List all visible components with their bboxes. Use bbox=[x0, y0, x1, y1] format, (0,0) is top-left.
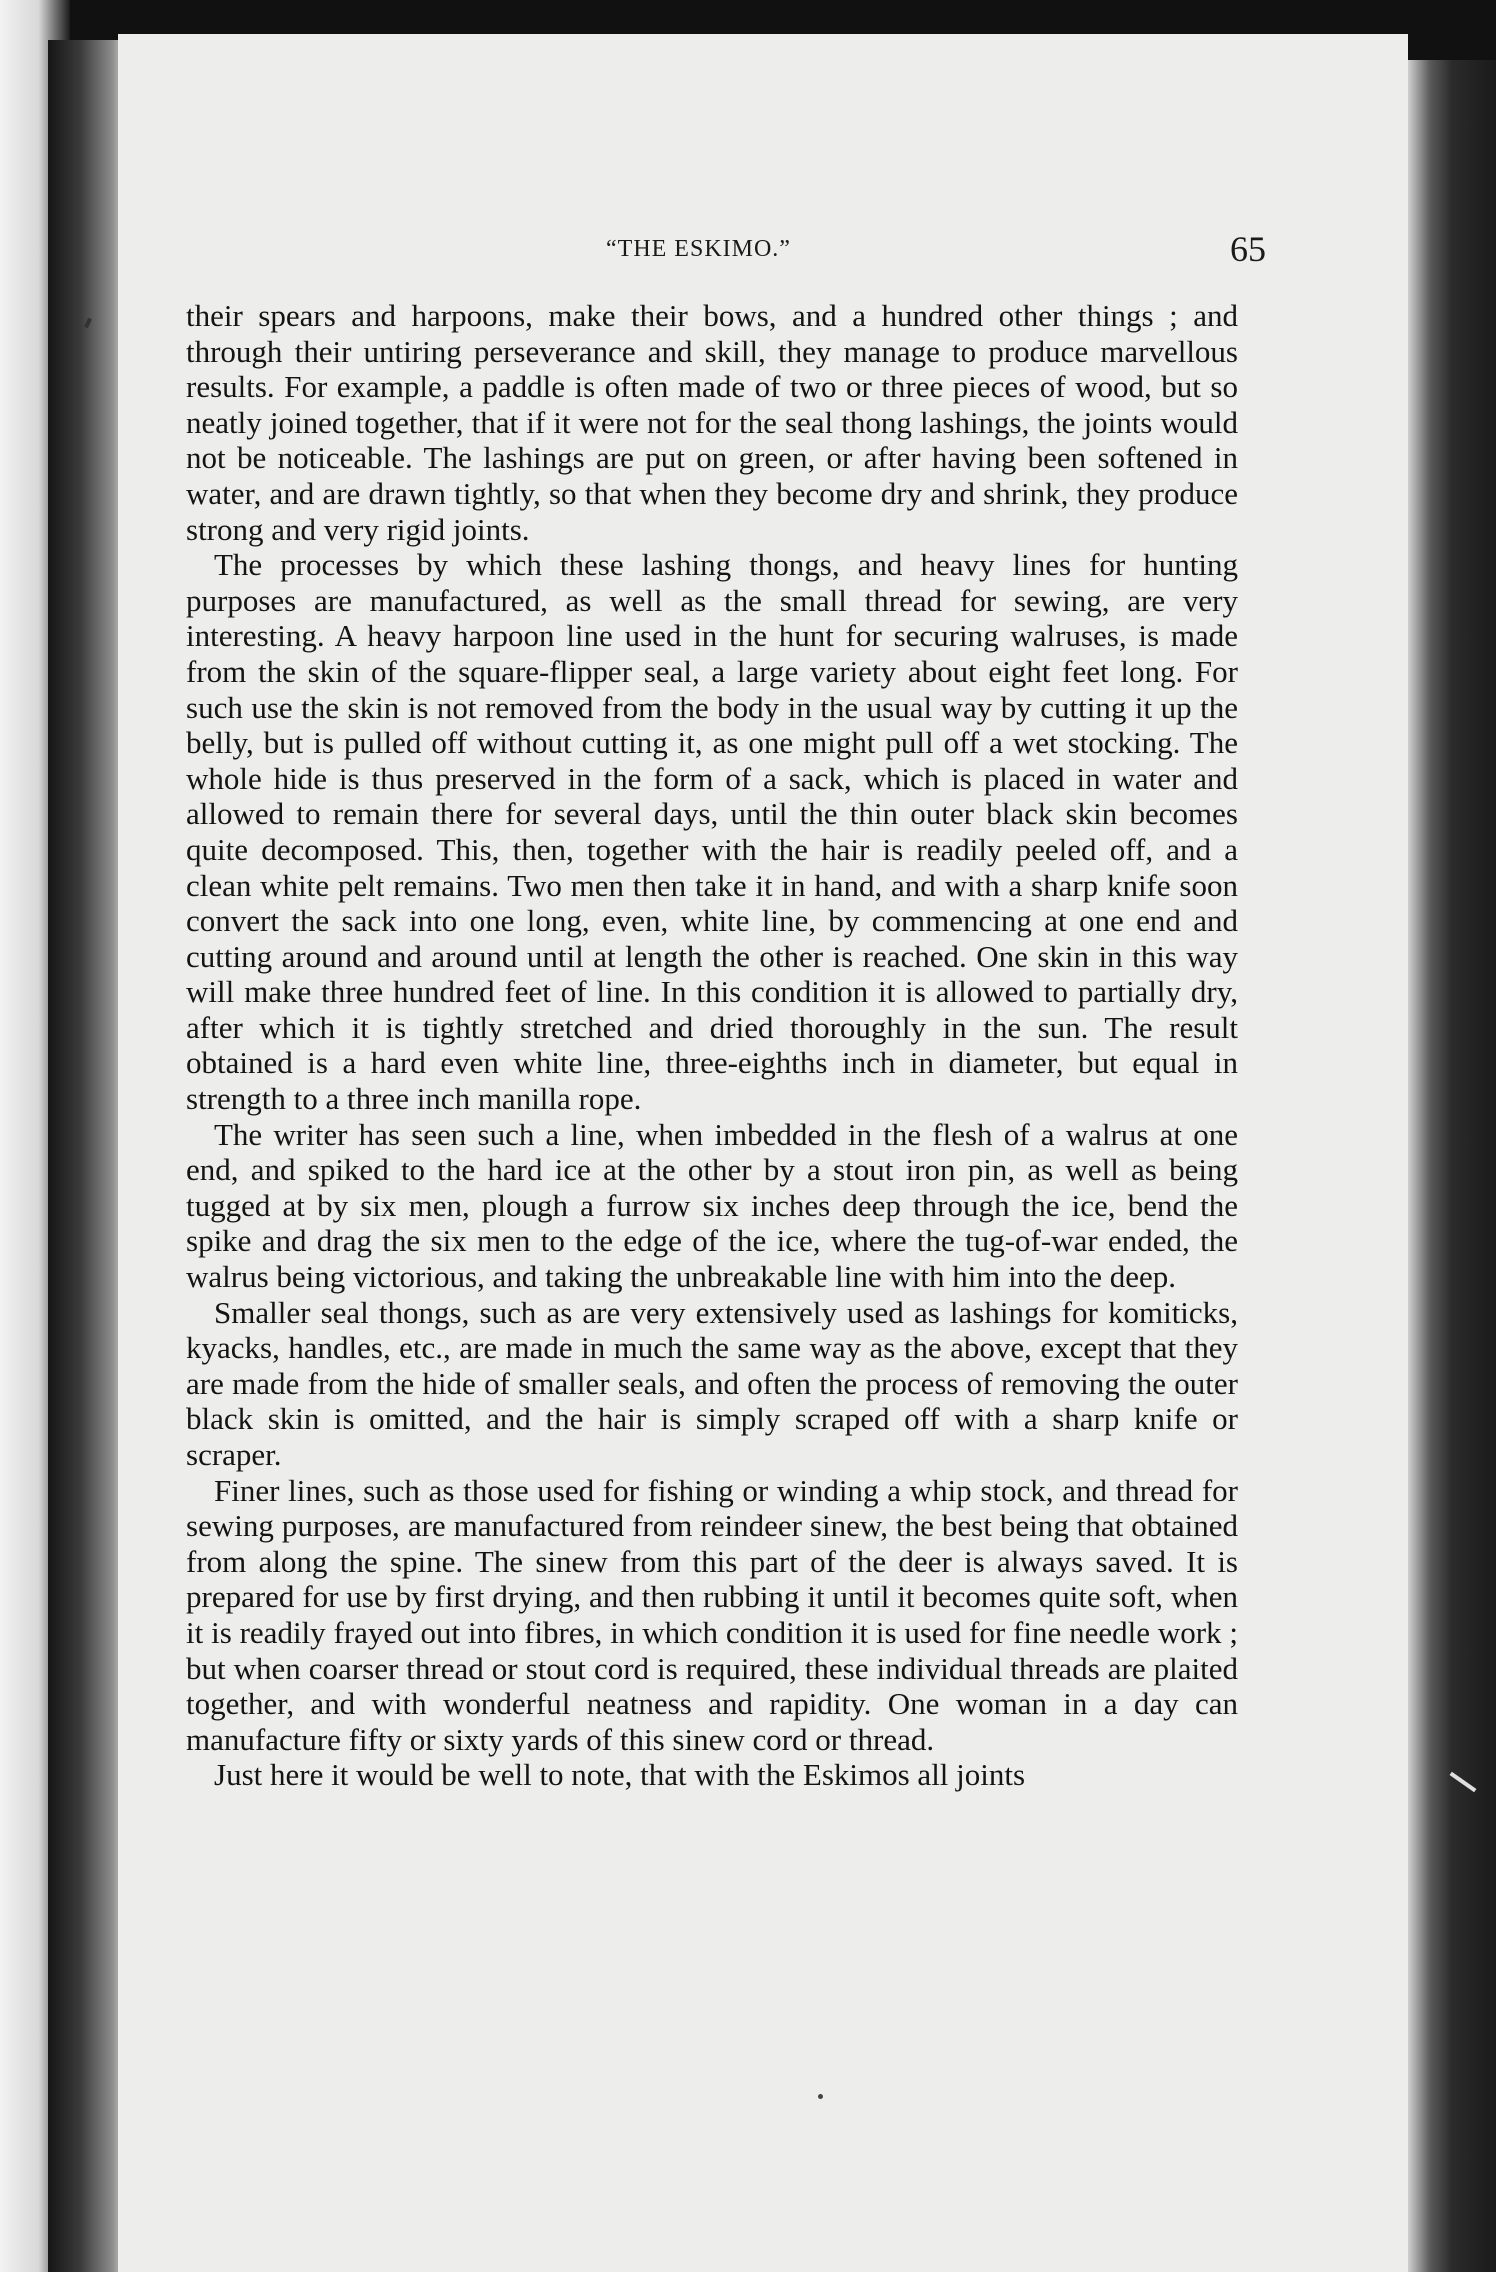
paragraph: The processes by which these lashing thongs, and heavy lines for hunting purposes are manufactured, as well as the small thread for sewing, are very interesting. A heavy harpoon line used in the hunt for securing walruses, is made from the skin of the square-flipper seal, a large variety about eight feet long. For such use the skin is not removed from the body in the usual way by cutting it up the belly, but is pulled off without cutting it, as one might pull off a wet stocking. The whole hide is thus preserved in the form of a sack, which is placed in water and allowed to remain there for several days, until the thin outer black skin becomes quite decomposed. This, then, together with the hair is readily peeled off, and a clean white pelt remains. Two men then take it in hand, and with a sharp knife soon convert the sack into one long, even, white line, by commencing at one end and cutting around and around until at length the other is reached. One skin in this way will make three hundred feet of line. In this condition it is allowed to partially dry, after which it is tightly stretched and dried thoroughly in the sun. The result obtained is a hard even white line, three-eighths inch in diameter, but equal in strength to a three inch manilla rope. bbox=[186, 547, 1238, 1117]
paragraph: The writer has seen such a line, when imbedded in the flesh of a walrus at one end, and spiked to the hard ice at the other by a stout iron pin, as well as being tugged at by six men, plough a furrow six inches deep through the ice, bend the spike and drag the six men to the edge of the ice, where the tug-of-war ended, the walrus being victorious, and taking the unbreakable line with him into the deep. bbox=[186, 1116, 1238, 1295]
scan-speck bbox=[818, 2094, 823, 2099]
page-body bbox=[186, 298, 1238, 1793]
gutter-shadow bbox=[48, 40, 128, 2272]
running-head: “THE ESKIMO.” bbox=[606, 236, 791, 262]
paragraph: Finer lines, such as those used for fishing or winding a whip stock, and thread for sewing purposes, are manufactured from reindeer sinew, the best being that obtained from along the spine. The sinew from this part of the deer is always saved. It is prepared for use by first drying, and then rubbing it until it becomes quite soft, when it is readily frayed out into fibres, in which condition it is used for fine needle work ; but when coarser thread or stout cord is required, these individual threads are plaited together, and with wonderful neatness and rapidity. One woman in a day can manufacture fifty or sixty yards of this sinew cord or thread. bbox=[186, 1472, 1238, 1757]
page-header bbox=[186, 228, 1266, 288]
paragraph: Smaller seal thongs, such as are very extensively used as lashings for komiticks, kyacks, handles, etc., are made in much the same way as the above, except that they are made from the hide of smaller seals, and often the process of removing the outer black skin is omitted, and the hair is simply scraped off with a sharp knife or scraper. bbox=[186, 1294, 1238, 1472]
page-stack-edge bbox=[1408, 60, 1496, 2272]
page-number: 65 bbox=[1230, 229, 1266, 269]
paragraph: their spears and harpoons, make their bows, and a hundred other things ; and through their untiring perseverance and skill, they manage to produce marvellous results. For example, a paddle is often made of two or three pieces of wood, but so neatly joined together, that if it were not for the seal thong lashings, the joints would not be noticeable. The lashings are put on green, or after having been softened in water, and are drawn tightly, so that when they become dry and shrink, they produce strong and very rigid joints. bbox=[186, 298, 1238, 547]
paragraph: Just here it would be well to note, that with the Eskimos all joints bbox=[214, 1757, 1026, 1793]
